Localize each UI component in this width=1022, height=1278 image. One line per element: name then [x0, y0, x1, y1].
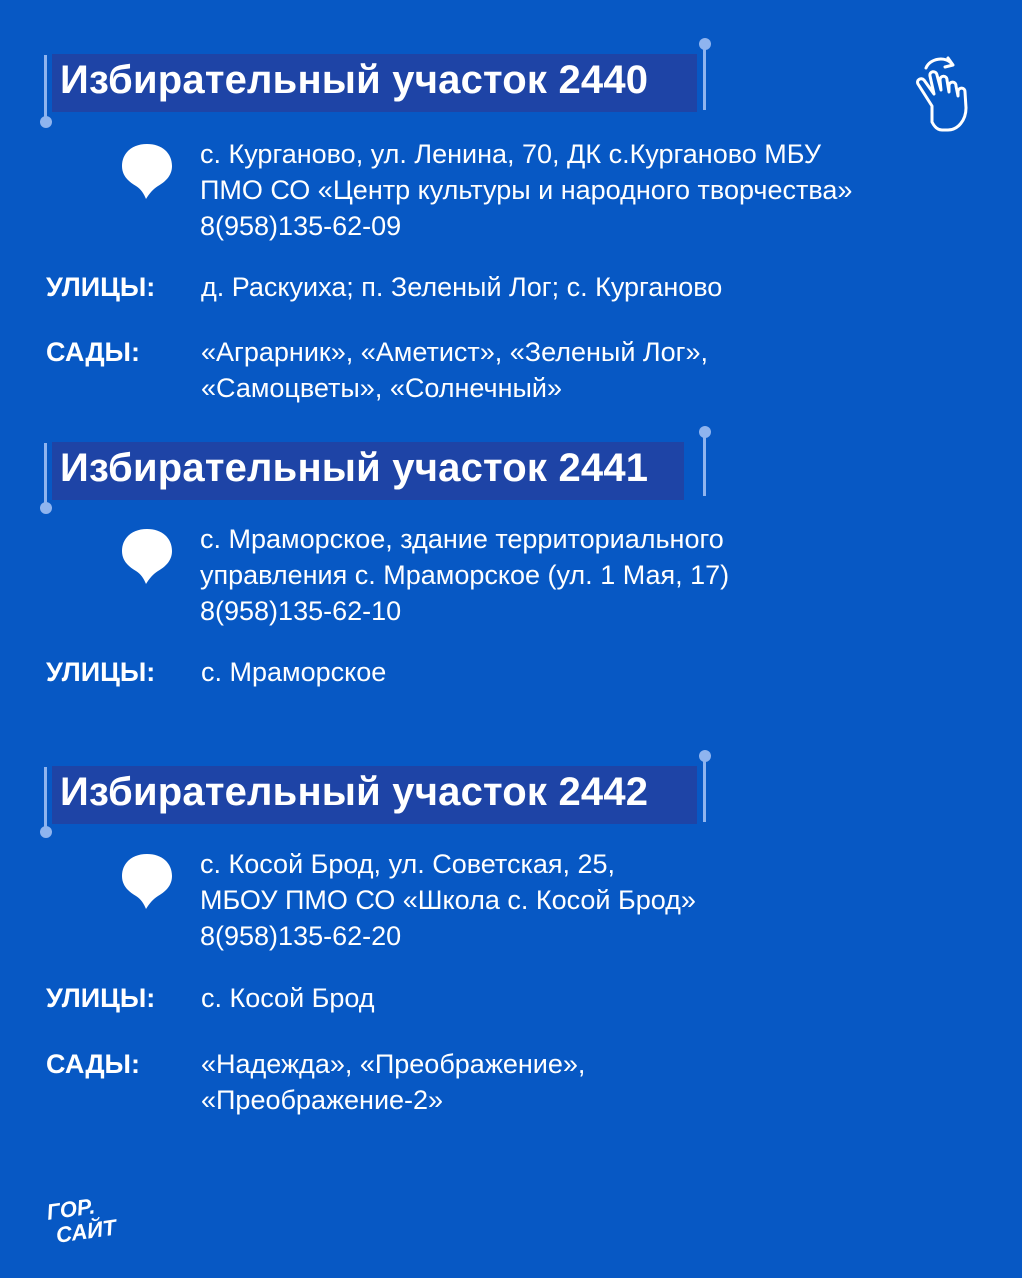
- gardens-value: «Надежда», «Преображение», «Преображение-2»: [201, 1049, 586, 1115]
- gardens-label: САДЫ:: [46, 337, 140, 367]
- streets-value: с. Мраморское: [201, 657, 387, 687]
- section-title-frame: [44, 426, 710, 506]
- frame-line-right: [703, 44, 706, 110]
- location-pin-icon: [120, 852, 174, 910]
- gardens-label: САДЫ:: [46, 1049, 140, 1079]
- section-title-frame: [44, 750, 710, 830]
- frame-dot-left: [40, 116, 52, 128]
- frame-line-left: [44, 767, 47, 833]
- frame-dot-right: [699, 38, 711, 50]
- logo-line-2: САЙТ: [54, 1214, 118, 1248]
- streets-label: УЛИЦЫ:: [46, 983, 156, 1013]
- section-title-frame: [44, 38, 710, 118]
- frame-dot-left: [40, 826, 52, 838]
- page-title: Избирательный участок 2440: [60, 58, 649, 102]
- frame-line-left: [44, 55, 47, 121]
- frame-line-right: [703, 432, 706, 496]
- station-address: с. Курганово, ул. Ленина, 70, ДК с.Курганово МБУ ПМО СО «Центр культуры и народного творчества» 8(958)135-62-09: [200, 139, 853, 241]
- frame-dot-right: [699, 750, 711, 762]
- frame-dot-right: [699, 426, 711, 438]
- streets-value: с. Косой Брод: [201, 983, 375, 1013]
- gor-sait-logo: [40, 1186, 140, 1250]
- page-title: Избирательный участок 2442: [60, 770, 649, 814]
- hand-swipe-icon: [910, 54, 974, 136]
- page-title: Избирательный участок 2441: [60, 446, 649, 490]
- streets-label: УЛИЦЫ:: [46, 272, 156, 302]
- frame-line-left: [44, 443, 47, 509]
- gardens-value: «Аграрник», «Аметист», «Зеленый Лог», «Самоцветы», «Солнечный»: [201, 337, 709, 403]
- station-address: с. Мраморское, здание территориального управления с. Мраморское (ул. 1 Мая, 17) 8(958)135-62-10: [200, 524, 730, 626]
- logo-line-1: ГОР.: [45, 1193, 97, 1225]
- frame-line-right: [703, 756, 706, 822]
- streets-label: УЛИЦЫ:: [46, 657, 156, 687]
- location-pin-icon: [120, 527, 174, 585]
- frame-dot-left: [40, 502, 52, 514]
- station-address: с. Косой Брод, ул. Советская, 25, МБОУ ПМО СО «Школа с. Косой Брод» 8(958)135-62-20: [200, 849, 696, 951]
- location-pin-icon: [120, 142, 174, 200]
- streets-value: д. Раскуиха; п. Зеленый Лог; с. Курганово: [201, 272, 723, 302]
